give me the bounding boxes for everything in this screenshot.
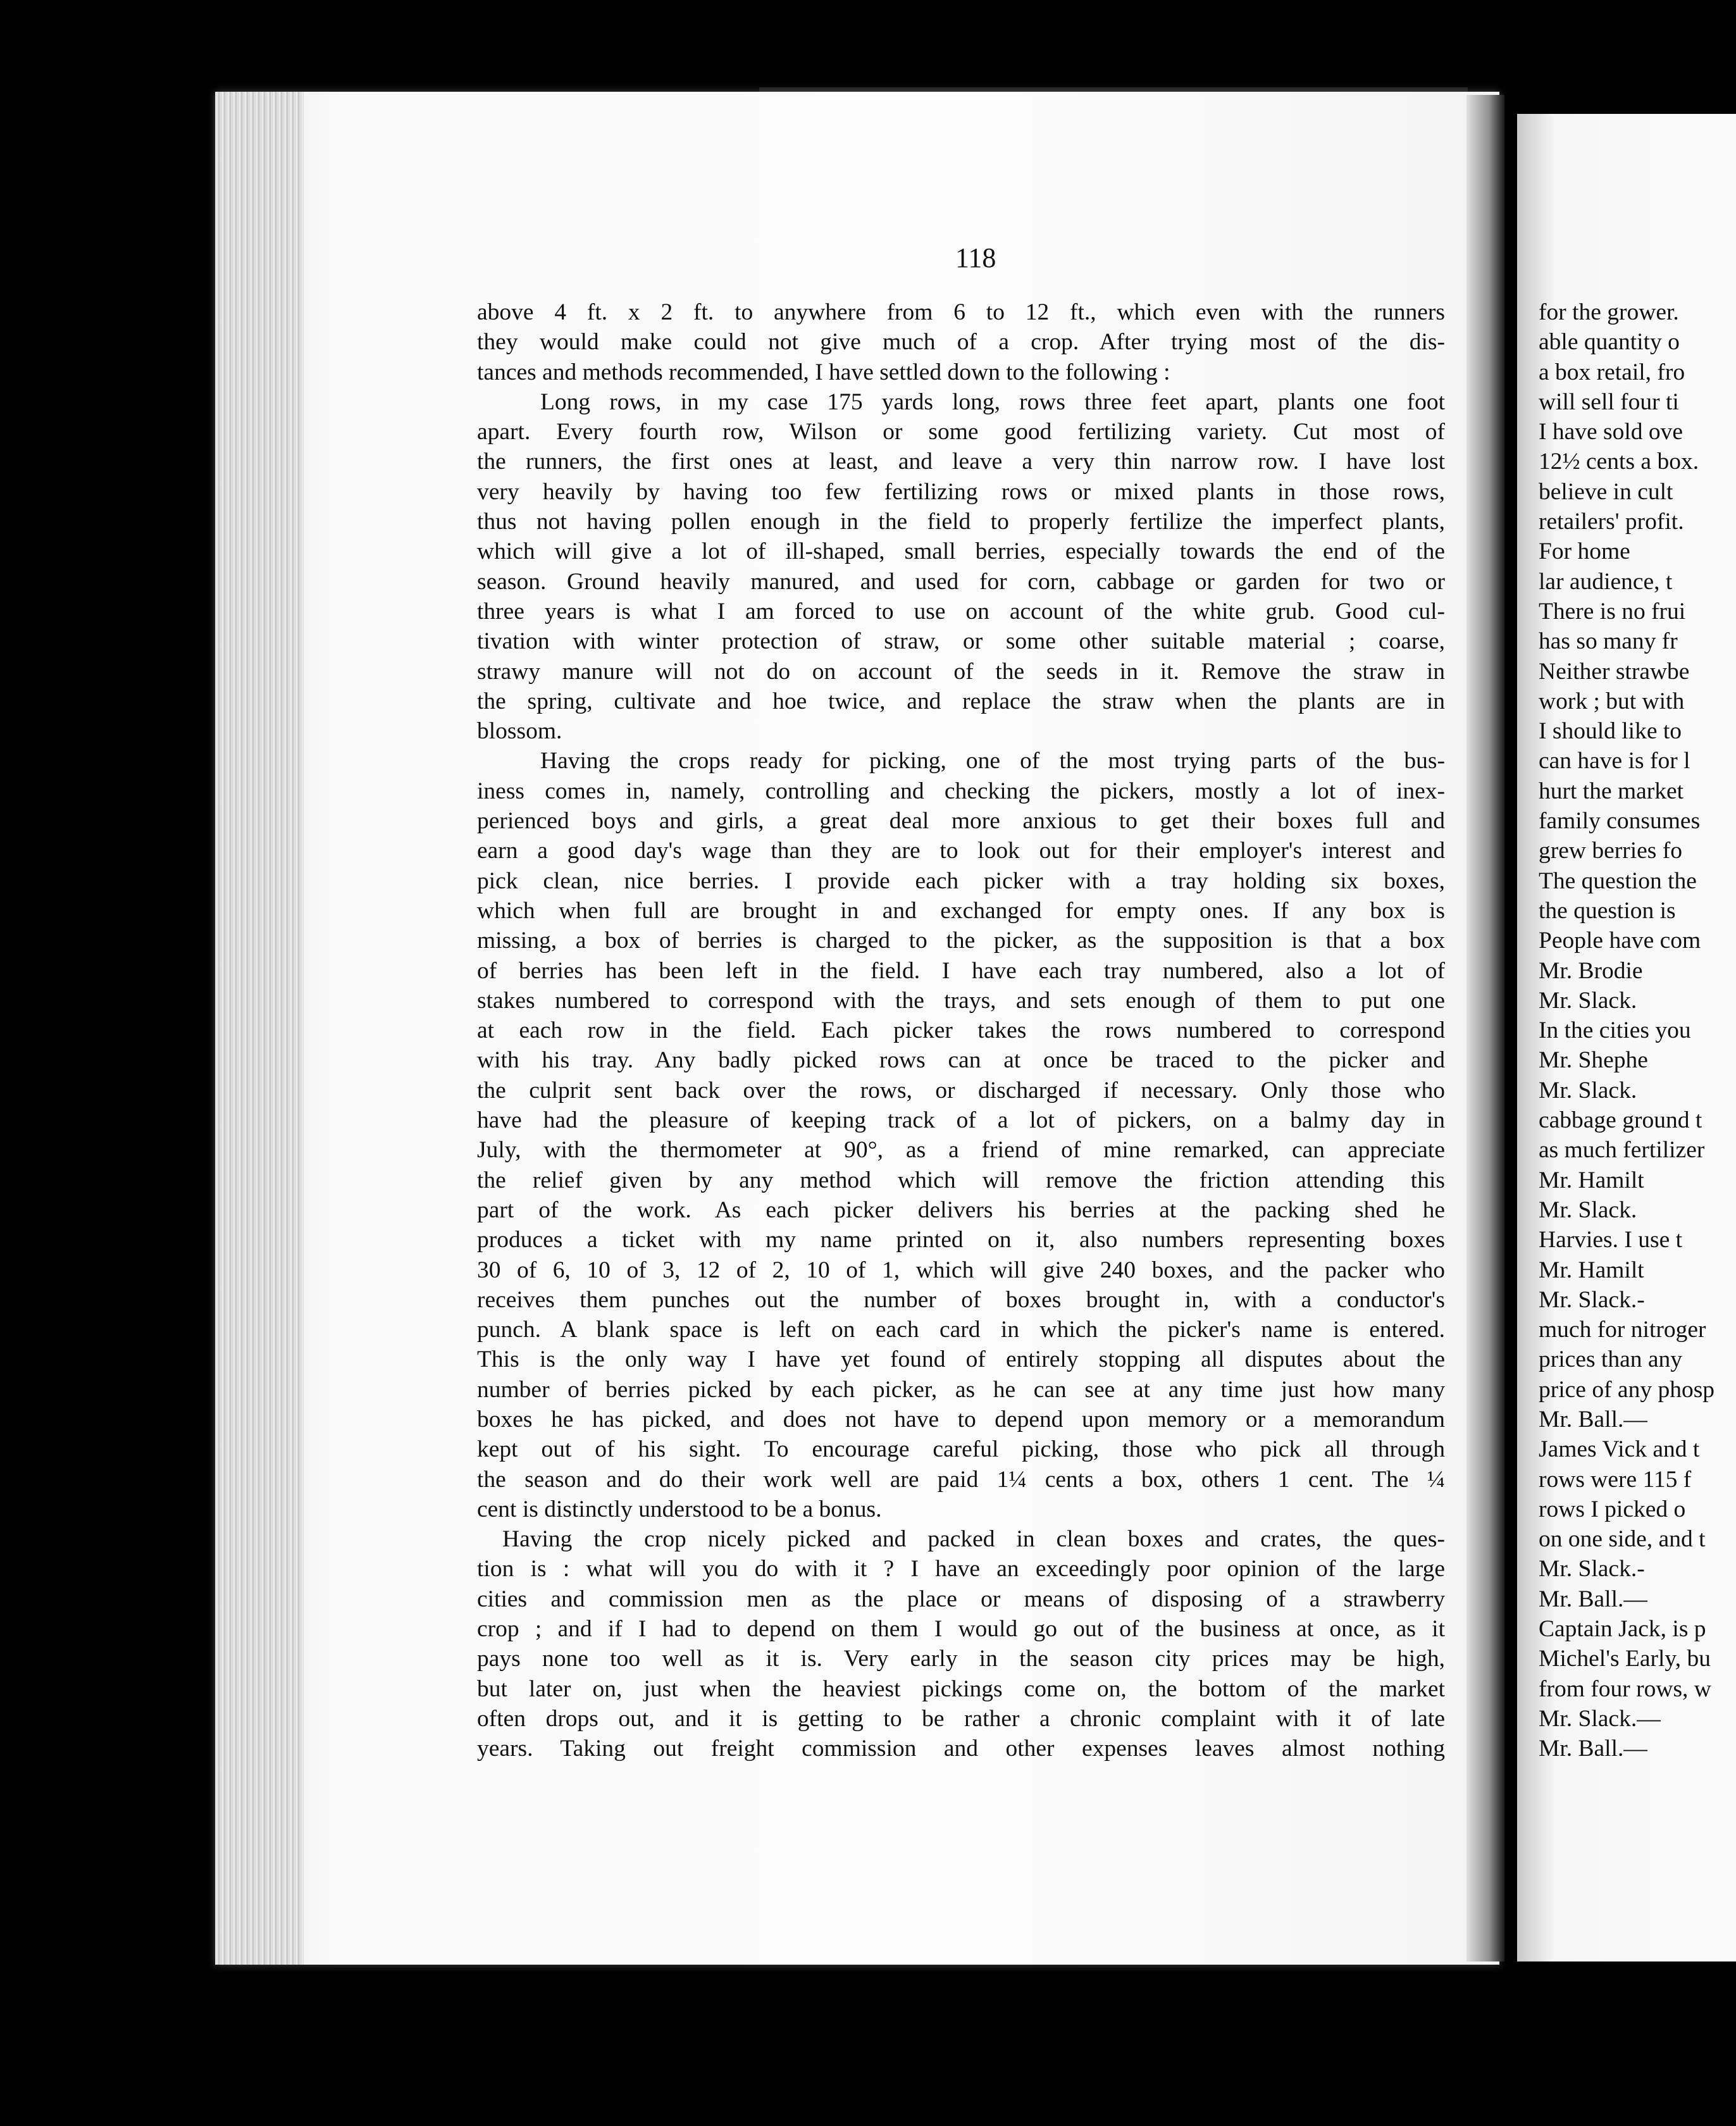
text-line: cent is distinctly understood to be a bonus. [477,1496,882,1522]
right-text-line: much for nitroger [1539,1317,1706,1343]
right-text-line: from four rows, w [1539,1675,1711,1702]
text-line: have had the pleasure of keeping track of a lot of pickers, on a balmy day in [477,1107,1445,1134]
text-line: apart. Every fourth row, Wilson or some good fertilizing variety. Cut most of [477,419,1445,445]
text-line: stakes numbered to correspond with the trays, and sets enough of them to put one [477,987,1445,1014]
text-line: blossom. [477,718,562,745]
right-text-line: rows I picked o [1539,1496,1686,1522]
text-line: part of the work. As each picker delivers his berries at the packing shed he [477,1197,1445,1223]
right-text-line: family consumes [1539,808,1701,835]
right-text-line: the question is [1539,897,1676,924]
text-line: the relief given by any method which will remove the friction attending this [477,1167,1445,1193]
right-text-line: Captain Jack, is p [1539,1616,1706,1643]
right-text-line: James Vick and t [1539,1436,1700,1463]
text-line: tances and methods recommended, I have settled down to the following : [477,359,1170,385]
text-line: tion is : what will you do with it ? I have an exceedingly poor opinion of the large [477,1556,1445,1582]
text-line: kept out of his sight. To encourage careful picking, those who pick all through [477,1436,1445,1463]
text-line: Having the crop nicely picked and packed in clean boxes and crates, the ques- [502,1526,1445,1553]
text-line: very heavily by having too few fertilizing rows or mixed plants in those rows, [477,478,1445,505]
right-text-line: People have com [1539,928,1701,954]
right-text-line: In the cities you [1539,1017,1691,1044]
right-text-line: can have is for l [1539,748,1690,774]
right-text-line: Mr. Slack.- [1539,1286,1645,1313]
right-text-line: work ; but with [1539,688,1685,714]
right-text-line: Mr. Ball.— [1539,1736,1647,1762]
text-line: strawy manure will not do on account of the seeds in it. Remove the straw in [477,658,1445,685]
text-line: the season and do their work well are paid 1¼ cents a box, others 1 cent. The ¼ [477,1466,1445,1493]
text-line: This is the only way I have yet found of entirely stopping all disputes about the [477,1346,1445,1373]
text-line: they would make could not give much of a crop. After trying most of the dis- [477,329,1445,356]
right-text-line: I should like to [1539,718,1682,745]
text-line: at each row in the field. Each picker takes the rows numbered to correspond [477,1017,1445,1044]
text-line: boxes he has picked, and does not have to depend upon memory or a memorandum [477,1406,1445,1433]
text-line: the runners, the first ones at least, and leave a very thin narrow row. I have lost [477,449,1445,475]
right-text-line: Mr. Ball.— [1539,1406,1647,1433]
book-gutter [1466,95,1504,1961]
text-line: Having the crops ready for picking, one of the most trying parts of the bus- [540,748,1445,774]
text-line: with his tray. Any badly picked rows can at once be traced to the picker and [477,1047,1445,1074]
text-line: of berries has been left in the field. I have each tray numbered, also a lot of [477,957,1445,984]
text-line: number of berries picked by each picker, as he can see at any time just how many [477,1376,1445,1403]
right-text-line: Mr. Hamilt [1539,1257,1644,1283]
right-text-line: Neither strawbe [1539,658,1690,685]
right-text-line: Mr. Ball.— [1539,1586,1647,1612]
right-text-line: Mr. Slack.- [1539,1556,1645,1582]
right-text-line: retailers' profit. [1539,509,1684,535]
right-text-line: Mr. Slack. [1539,1077,1637,1103]
right-text-line: will sell four ti [1539,389,1679,415]
right-text-line: grew berries fo [1539,838,1682,864]
right-text-line: lar audience, t [1539,568,1673,595]
text-line: three years is what I am forced to use on account of the white grub. Good cul- [477,598,1445,625]
right-text-line: prices than any [1539,1346,1682,1373]
page-number: 118 [955,242,996,273]
right-text-line: I have sold ove [1539,419,1683,445]
right-text-line: as much fertilizer [1539,1137,1705,1164]
text-line: Long rows, in my case 175 yards long, rows three feet apart, plants one foot [540,389,1445,415]
text-line: above 4 ft. x 2 ft. to anywhere from 6 to 12 ft., which even with the runners [477,299,1445,325]
text-line: the spring, cultivate and hoe twice, and replace the straw when the plants are in [477,688,1445,714]
right-text-line: Mr. Slack.— [1539,1705,1661,1732]
right-text-line: a box retail, fro [1539,359,1685,385]
text-line: missing, a box of berries is charged to the picker, as the supposition is that a box [477,928,1445,954]
right-text-line: Mr. Brodie [1539,957,1643,984]
right-text-line: The question the [1539,867,1697,894]
right-text-line: for the grower. [1539,299,1679,325]
right-text-line: Mr. Slack. [1539,987,1637,1014]
text-line: which will give a lot of ill-shaped, small berries, especially towards the end of the [477,538,1445,565]
text-line: earn a good day's wage than they are to look out for their employer's interest and [477,838,1445,864]
right-text-line: Mr. Shephe [1539,1047,1648,1074]
right-text-line: believe in cult [1539,478,1673,505]
text-line: tivation with winter protection of straw, or some other suitable material ; coarse, [477,628,1445,655]
text-line: perienced boys and girls, a great deal more anxious to get their boxes full and [477,808,1445,835]
text-line: July, with the thermometer at 90°, as a friend of mine remarked, can appreciate [477,1137,1445,1164]
right-text-line: Harvies. I use t [1539,1227,1683,1253]
text-line: often drops out, and it is getting to be rather a chronic complaint with it of late [477,1705,1445,1732]
right-text-line: For home [1539,538,1630,565]
text-line: iness comes in, namely, controlling and checking the pickers, mostly a lot of inex- [477,778,1445,804]
text-line: receives them punches out the number of boxes brought in, with a conductor's [477,1286,1445,1313]
text-line: crop ; and if I had to depend on them I would go out of the business at once, as it [477,1616,1445,1643]
right-text-line: has so many fr [1539,628,1678,655]
right-text-line: hurt the market [1539,778,1684,804]
text-line: thus not having pollen enough in the field to properly fertilize the imperfect plants, [477,509,1445,535]
body-text [477,297,1445,1764]
right-text-line: Mr. Slack. [1539,1197,1637,1223]
right-text-line: on one side, and t [1539,1526,1706,1553]
right-text-line: rows were 115 f [1539,1466,1692,1493]
text-line: produces a ticket with my name printed on it, also numbers representing boxes [477,1227,1445,1253]
right-text-line: Michel's Early, bu [1539,1646,1711,1672]
text-line: 30 of 6, 10 of 3, 12 of 2, 10 of 1, which will give 240 boxes, and the packer who [477,1257,1445,1283]
text-line: which when full are brought in and exchanged for empty ones. If any box is [477,897,1445,924]
text-line: years. Taking out freight commission and other expenses leaves almost nothing [477,1736,1445,1762]
text-line: pays none too well as it is. Very early in the season city prices may be high, [477,1646,1445,1672]
right-text-line: There is no frui [1539,598,1686,625]
text-line: pick clean, nice berries. I provide each picker with a tray holding six boxes, [477,867,1445,894]
page-edge-stack [215,92,304,1965]
right-text-line: Mr. Hamilt [1539,1167,1644,1193]
text-line: punch. A blank space is left on each card in which the picker's name is entered. [477,1317,1445,1343]
text-line: the culprit sent back over the rows, or discharged if necessary. Only those who [477,1077,1445,1103]
text-line: cities and commission men as the place or means of disposing of a strawberry [477,1586,1445,1612]
text-line: season. Ground heavily manured, and used for corn, cabbage or garden for two or [477,568,1445,595]
right-text-line: able quantity o [1539,329,1680,356]
right-page-text [1539,297,1736,1764]
text-line: but later on, just when the heaviest pickings come on, the bottom of the market [477,1675,1445,1702]
right-text-line: 12½ cents a box. [1539,449,1699,475]
right-text-line: price of any phosp [1539,1376,1715,1403]
right-text-line: cabbage ground t [1539,1107,1702,1134]
